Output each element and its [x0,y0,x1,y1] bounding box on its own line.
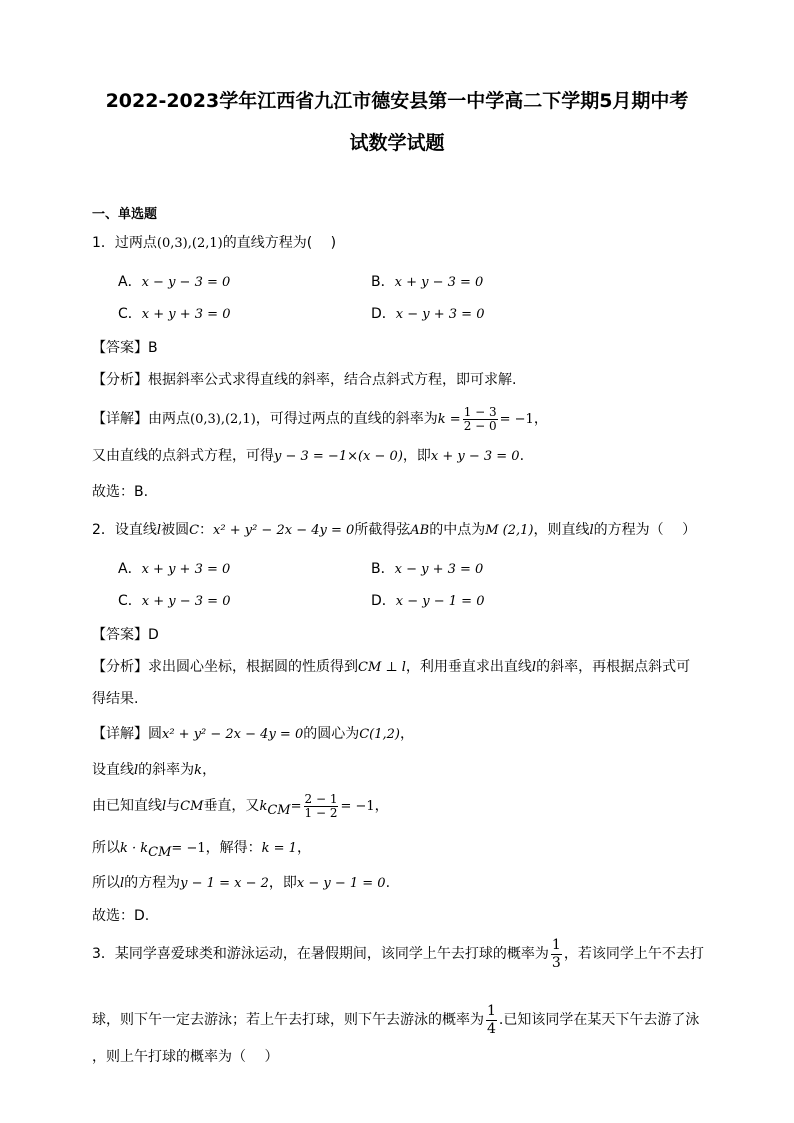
fraction-numerator: 1 [551,936,561,953]
product-result: = −1 [171,841,206,856]
segment-symbol: CM [180,799,204,814]
line-symbol: l [589,523,594,538]
q2-choose: 故选：D. [92,908,150,924]
fraction-numerator: 1 [487,1002,496,1019]
slope-symbol: k [259,799,268,814]
option-label: D． [371,306,396,322]
fraction-denominator: 2 − 0 [463,418,497,433]
perpendicular-relation: CM ⊥ l [358,660,406,675]
line-symbol: l [531,660,537,675]
analysis-tag: 【分析】 [92,372,148,388]
answer-value: B [148,340,158,356]
circle-equation: x² + y² − 2x − 4y = 0 [162,727,304,742]
punctuation: ， [202,762,217,778]
option-label: B． [371,274,395,290]
fraction-denominator: 3 [551,954,561,971]
detail-text: ，即 [268,875,297,891]
q2-option-b [371,559,483,580]
q2-detail [92,724,414,745]
slope-result: = −1 [499,412,534,427]
q1-stem [92,233,336,254]
fraction-numerator: 2 − 1 [304,791,338,806]
option-formula: x − y − 3 = 0 [141,275,231,290]
q3-stem-line2 [92,1000,699,1040]
slope-fraction [304,793,339,820]
slope-fraction [463,406,498,433]
q2-answer [92,625,159,645]
punctuation: ， [374,798,389,814]
q1-detail [92,402,548,437]
q3-stem-line1 [92,934,704,974]
option-formula: x + y + 3 = 0 [141,307,231,322]
option-formula: x − y − 1 = 0 [395,594,485,609]
detail-tag: 【详解】 [92,726,148,742]
equals-sign: = [290,799,302,814]
q1-stem-text-b: 的直线方程为( ) [222,235,337,251]
stem-text: 被圆 [161,522,190,538]
option-formula: x + y − 3 = 0 [141,594,231,609]
q3-stem-line3: ，则上午打球的概率为（ ） [92,1049,279,1065]
stem-text: .已知该同学在某天下午去游了泳 [498,1012,700,1028]
detail-points: (0,3),(2,1) [190,412,256,427]
chord-symbol: AB [410,523,430,538]
stem-text: 所截得弦 [354,522,411,538]
option-label: C． [118,306,142,322]
detail-text: 圆 [148,726,162,742]
detail-text: 所以 [92,840,120,856]
analysis-text: 的斜率，再根据点斜式可 [536,659,691,675]
q2-stem [92,520,696,541]
point-slope-equation: y − 3 = −1×(x − 0) [274,449,403,464]
detail-text: 由两点 [148,411,190,427]
document-title-line2: 试数学试题 [349,132,445,154]
q1-stem-text-a: 1．过两点 [92,235,157,251]
q2-analysis-line2: 得结果. [92,691,139,707]
stem-text: 2．设直线 [92,522,157,538]
option-label: A． [118,274,142,290]
slope-subscript: CM [267,802,291,818]
circle-center: C(1,2) [359,727,400,742]
analysis-text: ，利用垂直求出直线 [405,659,532,675]
q1-option-a [118,272,230,293]
stem-text: ，若该同学上午不去打 [563,946,704,962]
detail-text: 设直线 [92,762,134,778]
q1-analysis [92,370,516,390]
line-symbol: l [120,876,125,891]
detail-text: 的方程为 [124,875,181,891]
slope-subscript: CM [148,844,172,860]
option-label: B． [371,561,395,577]
point-slope-equation: y − 1 = x − 2 [180,876,269,891]
option-label: D． [371,593,396,609]
detail-text: 的圆心为 [303,726,360,742]
punctuation: ， [399,726,414,742]
punctuation: . [519,448,525,464]
slope-result: = −1 [340,799,375,814]
stem-text: 的中点为 [429,522,486,538]
answer-tag: 【答案】 [92,340,148,356]
stem-text: ： [199,522,214,538]
q2-option-c [118,591,230,612]
q2-option-d [371,591,484,612]
q2-option-a [118,559,230,580]
q2-detail-line5 [92,873,390,894]
option-label: A． [118,561,142,577]
option-label: C． [118,593,142,609]
slope-product: k · k [120,841,149,856]
q1-option-b [371,272,483,293]
section-heading: 一、单选题 [92,207,158,222]
fraction-numerator: 1 − 3 [463,404,497,419]
detail-tag: 【详解】 [92,411,148,427]
q2-detail-line2 [92,760,216,781]
punctuation: ， [533,411,548,427]
q2-detail-line4 [92,838,311,863]
option-formula: x + y − 3 = 0 [394,275,484,290]
detail-text: ，即 [402,448,431,464]
q1-choose: 故选：B. [92,484,149,500]
line-symbol: l [162,799,167,814]
probability-fraction [486,1003,497,1038]
detail-text: 与 [166,798,181,814]
answer-value: D [148,627,159,643]
option-formula: x − y + 3 = 0 [394,562,484,577]
fraction-denominator: 1 − 2 [304,805,338,820]
q1-option-c [118,304,230,325]
detail-text: ，可得过两点的直线的斜率为 [255,411,438,427]
analysis-text: 根据斜率公式求得直线的斜率，结合点斜式方程，即可求解. [148,372,517,388]
q1-detail-line2 [92,446,524,467]
result-equation: x − y − 1 = 0 [296,876,386,891]
circle-symbol: C [189,523,200,538]
q1-stem-points: (0,3),(2,1) [156,236,223,251]
option-formula: x − y + 3 = 0 [395,307,485,322]
q2-analysis [92,657,690,678]
punctuation: . [385,875,391,891]
detail-text: 的斜率为 [138,762,195,778]
line-symbol: l [134,763,139,778]
slope-value: k = 1 [261,841,297,856]
line-symbol: l [156,523,162,538]
result-equation: x + y − 3 = 0 [430,449,520,464]
option-formula: x + y + 3 = 0 [141,562,231,577]
analysis-tag: 【分析】 [92,659,148,675]
answer-tag: 【答案】 [92,627,148,643]
stem-text: 3．某同学喜爱球类和游泳运动，在暑假期间，该同学上午去打球的概率为 [92,946,549,962]
stem-text: 的方程为（ ） [593,522,697,538]
punctuation: ， [296,840,311,856]
midpoint: M (2,1) [485,523,534,538]
analysis-text: 求出圆心坐标，根据圆的性质得到 [148,659,358,675]
stem-text: ，则直线 [533,522,590,538]
probability-fraction [551,937,562,972]
q1-answer [92,338,158,358]
q1-option-d [371,304,484,325]
detail-text: 垂直，又 [203,798,260,814]
document-title-line1: 2022-2023学年江西省九江市德安县第一中学高二下学期5月期中考 [105,90,689,112]
detail-text: 所以 [92,875,120,891]
detail-text: ，解得： [205,840,262,856]
q2-detail-line3 [92,788,389,829]
detail-text: 由已知直线 [92,798,162,814]
stem-text: 球，则下午一定去游泳；若上午去打球，则下午去游泳的概率为 [92,1012,484,1028]
fraction-denominator: 4 [487,1020,496,1037]
slope-symbol: k = [437,412,461,427]
slope-symbol: k [194,763,203,778]
circle-equation: x² + y² − 2x − 4y = 0 [213,523,355,538]
detail-text: 又由直线的点斜式方程，可得 [92,448,274,464]
